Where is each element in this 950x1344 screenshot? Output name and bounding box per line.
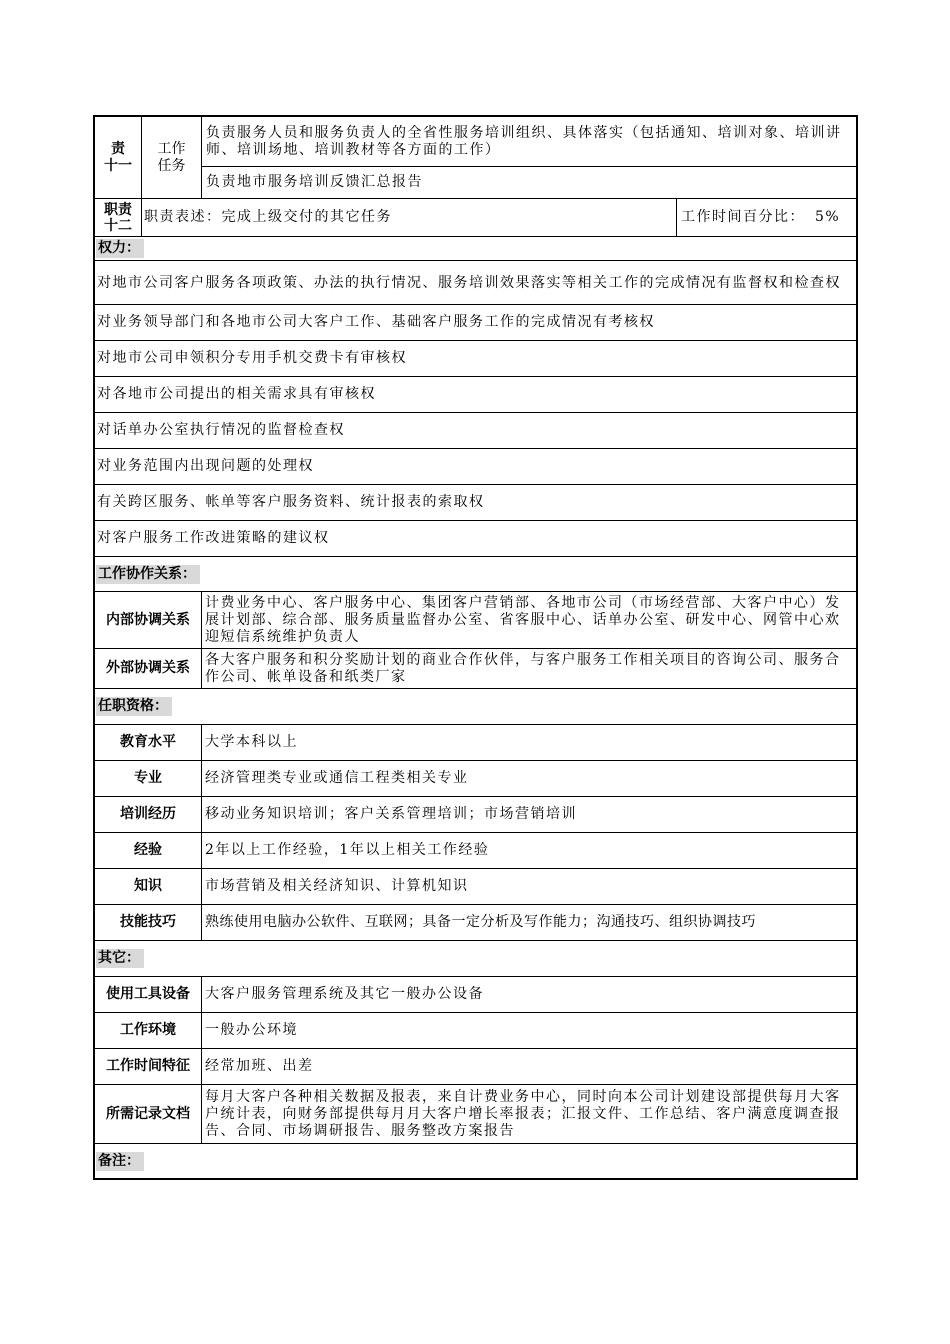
authority-item [93,413,858,449]
external-coordination-label: 外部协调关系 [95,649,202,688]
other-row [93,977,858,1013]
qualification-value: 熟练使用电脑办公软件、互联网；具备一定分析及写作能力；沟通技巧、组织协调技巧 [205,914,756,930]
qualification-row [93,869,858,905]
other-title: 其它： [96,949,144,968]
qualification-value: 2年以上工作经验，1年以上相关工作经验 [205,842,490,858]
qualification-value: 经济管理类专业或通信工程类相关专业 [205,770,469,786]
authority-item-text: 有关跨区服务、帐单等客户服务资料、统计报表的索取权 [97,494,485,510]
qualification-row [93,725,858,761]
other-row [93,1049,858,1085]
qualification-label: 技能技巧 [95,905,202,940]
task-label-line1: 工作 [157,140,186,157]
authority-item-text: 对业务领导部门和各地市公司大客户工作、基础客户服务工作的完成情况有考核权 [97,314,655,330]
work-time-value: 5% [815,209,841,225]
task-2: 负责地市服务培训反馈汇总报告 [206,174,423,190]
duty-11-label [95,117,142,198]
qualification-label: 教育水平 [95,725,202,760]
qualification-row [93,761,858,797]
internal-coordination-label: 内部协调关系 [95,592,202,648]
authority-section-header [93,237,858,261]
authority-item [93,341,858,377]
authority-item [93,261,858,305]
task-label-line2: 任务 [157,157,186,174]
qualification-label: 经验 [95,833,202,868]
qualification-row [93,797,858,833]
other-section-header [93,941,858,977]
authority-item [93,377,858,413]
qualification-section-header [93,689,858,725]
external-coordination-value: 各大客户服务和积分奖励计划的商业合作伙伴，与客户服务工作相关项目的咨询公司、服务合作公司、帐单设备和纸类厂家 [205,651,841,685]
other-row [93,1013,858,1049]
authority-item [93,305,858,341]
other-value: 一般办公环境 [205,1022,298,1038]
qualification-label: 培训经历 [95,797,202,832]
other-label: 工作时间特征 [95,1049,202,1084]
internal-coordination-value: 计费业务中心、客户服务中心、集团客户营销部、各地市公司（市场经营部、大客户中心）发展计划部、综合部、服务质量监督办公室、省客服中心、话单办公室、研发中心、网管中心欢迎短信系统维护负责人 [205,594,841,645]
duty-11-row [93,115,858,199]
qualification-label: 知识 [95,869,202,904]
other-value: 每月大客户各种相关数据及报表，来自计费业务中心，同时向本公司计划建设部提供每月大客户统计表，向财务部提供每月月大客户增长率报表；汇报文件、工作总结、客户满意度调查报告、合同、市场调研报告、服务整改方案报告 [205,1088,841,1139]
duty-12-description: 职责表述：完成上级交付的其它任务 [142,199,677,236]
task-1: 负责服务人员和服务负责人的全省性服务培训组织、具体落实（包括通知、培训对象、培训讲师、培训场地、培训教材等各方面的工作） [202,117,856,167]
work-time-label: 工作时间百分比： [681,209,805,225]
qualification-title: 任职资格： [96,697,172,716]
duty-12-label-line1: 职责 [104,201,132,218]
qualification-value: 大学本科以上 [205,734,298,750]
duty-11-label-line1: 责 [111,140,125,157]
authority-item-text: 对地市公司客户服务各项政策、办法的执行情况、服务培训效果落实等相关工作的完成情况有监督权和检查权 [97,274,841,291]
duty-12-row [93,199,858,237]
notes-title: 备注： [96,1152,144,1171]
authority-item-text: 对各地市公司提出的相关需求具有审核权 [97,386,376,402]
cooperation-title: 工作协作关系： [96,565,200,584]
duty-11-label-line2: 十一 [104,157,132,174]
authority-item [93,449,858,485]
duty-12-label [95,199,142,236]
duty-12-label-line2: 十二 [104,217,132,234]
authority-item-text: 对话单办公室执行情况的监督检查权 [97,422,345,438]
authority-item [93,485,858,521]
authority-item-text: 对客户服务工作改进策略的建议权 [97,530,330,546]
qualification-row [93,905,858,941]
internal-coordination-row [93,592,858,649]
qualification-label: 专业 [95,761,202,796]
external-coordination-row [93,649,858,689]
qualification-value: 移动业务知识培训；客户关系管理培训；市场营销培训 [205,806,577,822]
other-value: 经常加班、出差 [205,1058,314,1074]
other-value: 大客户服务管理系统及其它一般办公设备 [205,986,484,1002]
other-label: 使用工具设备 [95,977,202,1012]
authority-item-text: 对地市公司申领积分专用手机交费卡有审核权 [97,350,407,366]
cooperation-section-header [93,557,858,592]
authority-item-text: 对业务范围内出现问题的处理权 [97,458,314,474]
qualification-value: 市场营销及相关经济知识、计算机知识 [205,878,469,894]
job-description-table [93,115,858,1180]
work-time-percentage [677,199,856,236]
authority-item [93,521,858,557]
task-label [142,117,202,198]
other-label: 工作环境 [95,1013,202,1048]
other-row [93,1085,858,1144]
qualification-row [93,833,858,869]
task-list [202,117,856,198]
notes-section [93,1144,858,1180]
authority-title: 权力： [96,239,144,258]
other-label: 所需记录文档 [95,1085,202,1143]
